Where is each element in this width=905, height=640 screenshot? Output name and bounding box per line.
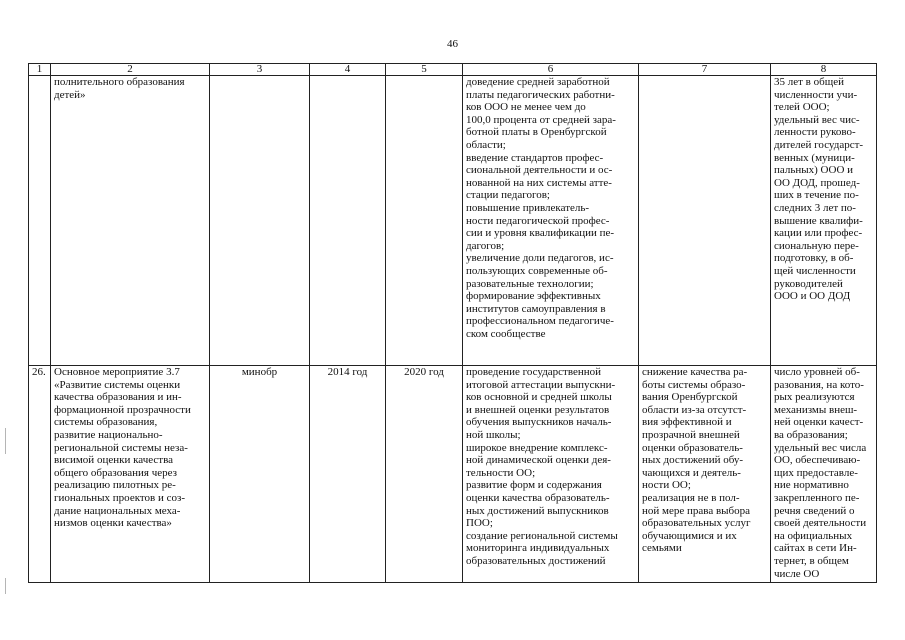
- column-header: 5: [386, 64, 463, 76]
- binding-mark: [5, 428, 6, 454]
- consequences-cell: [639, 76, 771, 366]
- indicators-cell: 35 лет в общей численности учи- телей ООО; удельный вес чис- ленности руково- дителей государст- венных (муници- пальных) ООО и ОО ДОД, прошед- ших в течение по- следних 3 лет по- вышение квалифи- кации или профес- сиональную пере- подготовку, в об- щей численности руководителей ООО и ОО ДОД: [771, 76, 877, 366]
- start-year-cell: [310, 76, 386, 366]
- column-header: 7: [639, 64, 771, 76]
- end-year-cell: 2020 год: [386, 366, 463, 583]
- column-header: 4: [310, 64, 386, 76]
- binding-mark: [5, 578, 6, 594]
- measure-name-cell: полнительного образования детей»: [51, 76, 210, 366]
- measures-table: [28, 63, 877, 583]
- column-header: 3: [210, 64, 310, 76]
- table-row: [29, 76, 877, 366]
- column-numbers-row: [29, 64, 877, 76]
- executor-cell: [210, 76, 310, 366]
- table-row: [29, 366, 877, 583]
- column-header: 8: [771, 64, 877, 76]
- column-header: 6: [463, 64, 639, 76]
- expected-result-cell: доведение средней заработной платы педагогических работни- ков ООО не менее чем до 100,0 процента от средней зара- ботной платы в Оренбургской области; введение стандартов профес- сиональной деятельности и ос- нованной на них системы атте- стации педагогов; повышение привлекатель- ности педагогической профес- сии и уровня квалификации пе- дагогов; увеличение доли педагогов, ис- пользующих современные об- разовательные технологии; формирование эффективных институтов самоуправления в профессиональном педагогиче- ском сообществе: [463, 76, 639, 366]
- row-number-cell: 26.: [29, 366, 51, 583]
- expected-result-cell: проведение государственной итоговой аттестации выпускни- ков основной и средней школы и внешней оценки результатов обучения выпускников началь- ной школы; широкое внедрение комплекс- ной динамической оценки дея- тельности ОО; развитие форм и содержания оценки качества образователь- ных достижений выпускников ПОО; создание региональной системы мониторинга индивидуальных образовательных достижений: [463, 366, 639, 583]
- consequences-cell: снижение качества ра- боты системы образо- вания Оренбургской области из-за отсутст- вия эффективной и прозрачной внешней оценки образователь- ных достижений обу- чающихся и деятель- ности ОО; реализация не в пол- ной мере права выбора образовательных услуг обучающимися и их семьями: [639, 366, 771, 583]
- page-number: 46: [447, 38, 458, 50]
- end-year-cell: [386, 76, 463, 366]
- indicators-cell: число уровней об- разования, на кото- рых реализуются механизмы внеш- ней оценки качест- ва образования; удельный вес числа ОО, обеспечиваю- щих предоставле- ние нормативно закрепленного пе- речня сведений о своей деятельности на официальных сайтах в сети Ин- тернет, в общем числе ОО: [771, 366, 877, 583]
- row-number-cell: [29, 76, 51, 366]
- start-year-cell: 2014 год: [310, 366, 386, 583]
- column-header: 1: [29, 64, 51, 76]
- executor-cell: минобр: [210, 366, 310, 583]
- measure-name-cell: Основное мероприятие 3.7 «Развитие системы оценки качества образования и ин- формационной прозрачности системы образования, развитие национально- региональной системы неза- висимой оценки качества общего образования через реализацию пилотных ре- гиональных проектов и соз- дание национальных меха- низмов оценки качества»: [51, 366, 210, 583]
- column-header: 2: [51, 64, 210, 76]
